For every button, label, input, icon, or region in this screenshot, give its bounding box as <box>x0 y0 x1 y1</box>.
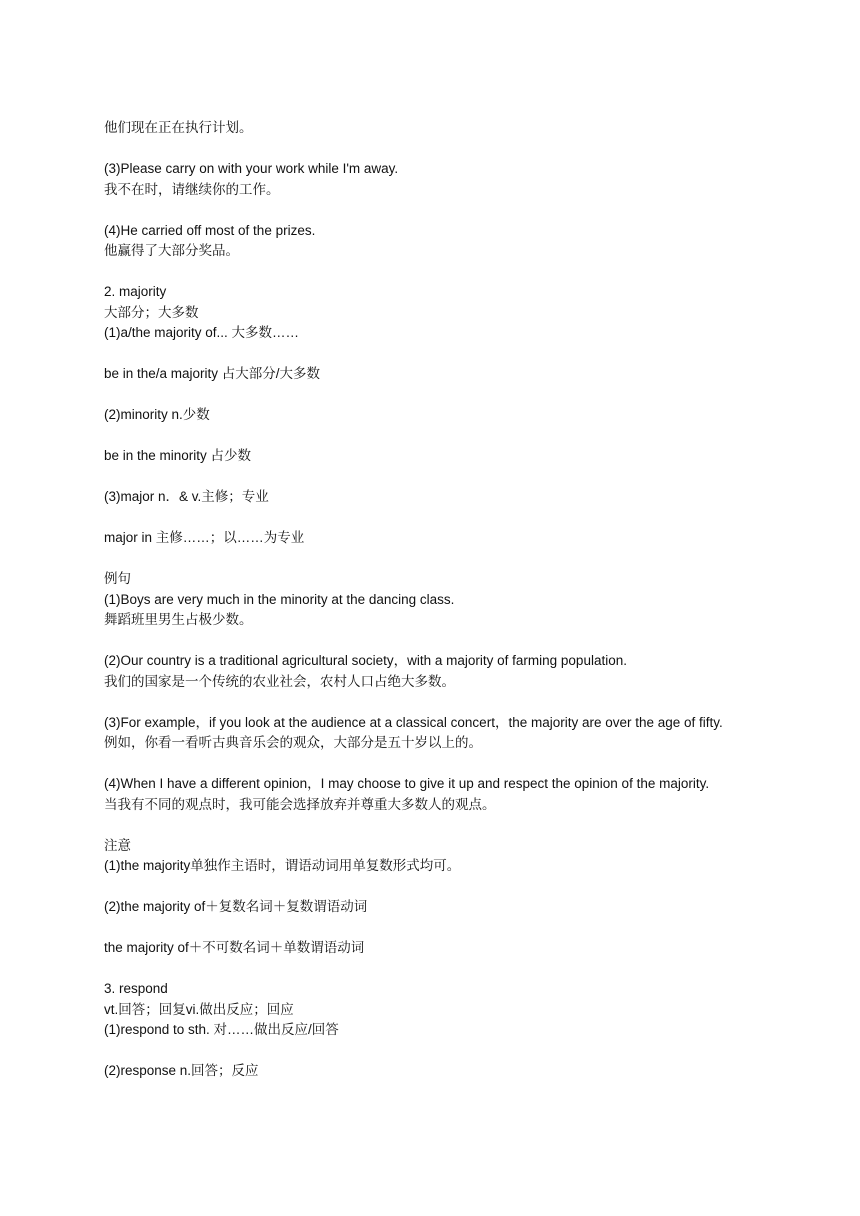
text-line: (3)major n．& v.主修；专业 <box>104 489 269 504</box>
blank-line <box>104 549 804 570</box>
blank-line <box>104 426 804 447</box>
text-line: (2)Our country is a traditional agricultural society，with a majority of farming population. <box>104 653 627 668</box>
blank-line <box>104 344 804 365</box>
text-line: 舞蹈班里男生占极少数。 <box>104 612 253 627</box>
text-line: 3. respond <box>104 981 168 996</box>
blank-line <box>104 959 804 980</box>
text-line: major in 主修……；以……为专业 <box>104 530 305 545</box>
blank-line <box>104 631 804 652</box>
text-line: 例句 <box>104 571 131 586</box>
text-line: 例如，你看一看听古典音乐会的观众，大部分是五十岁以上的。 <box>104 735 482 750</box>
blank-line <box>104 139 804 160</box>
document-page <box>104 118 804 1082</box>
blank-line <box>104 754 804 775</box>
blank-line <box>104 467 804 488</box>
text-line: vt.回答；回复vi.做出反应；回应 <box>104 1001 294 1017</box>
blank-line <box>104 692 804 713</box>
text-line: (2)response n.回答；反应 <box>104 1063 259 1078</box>
blank-line <box>104 262 804 283</box>
blank-line <box>104 877 804 898</box>
text-line: 注意 <box>104 837 131 853</box>
text-line: 他赢得了大部分奖品。 <box>104 243 239 258</box>
text-line: (1)respond to sth. 对……做出反应/回答 <box>104 1022 339 1037</box>
blank-line <box>104 815 804 836</box>
text-line: 我不在时，请继续你的工作。 <box>104 181 280 197</box>
blank-line <box>104 200 804 221</box>
text-line: (2)the majority of＋复数名词＋复数谓语动词 <box>104 899 368 914</box>
text-line: (3)For example，if you look at the audience at a classical concert，the majority are over the age of fifty. <box>104 714 723 730</box>
text-line: be in the/a majority 占大部分/大多数 <box>104 366 321 381</box>
blank-line <box>104 385 804 406</box>
text-line: (2)minority n.少数 <box>104 407 210 422</box>
text-line: (3)Please carry on with your work while I'm away. <box>104 161 399 176</box>
text-line: (1)Boys are very much in the minority at the dancing class. <box>104 591 455 607</box>
blank-line <box>104 1041 804 1062</box>
text-line: (4)He carried off most of the prizes. <box>104 222 316 238</box>
text-line: 他们现在正在执行计划。 <box>104 120 253 135</box>
text-line: (1)a/the majority of... 大多数…… <box>104 325 300 340</box>
blank-line <box>104 918 804 939</box>
text-line: (4)When I have a different opinion，I may choose to give it up and respect the opinion of the majority. <box>104 776 710 791</box>
text-line: the majority of＋不可数名词＋单数谓语动词 <box>104 940 365 955</box>
text-line: 当我有不同的观点时，我可能会选择放弃并尊重大多数人的观点。 <box>104 796 496 812</box>
text-line: 我们的国家是一个传统的农业社会，农村人口占绝大多数。 <box>104 673 455 689</box>
text-line: be in the minority 占少数 <box>104 448 252 463</box>
blank-line <box>104 508 804 529</box>
text-line: 大部分；大多数 <box>104 304 199 320</box>
text-line: (1)the majority单独作主语时，谓语动词用单复数形式均可。 <box>104 858 461 873</box>
text-line: 2. majority <box>104 284 167 299</box>
